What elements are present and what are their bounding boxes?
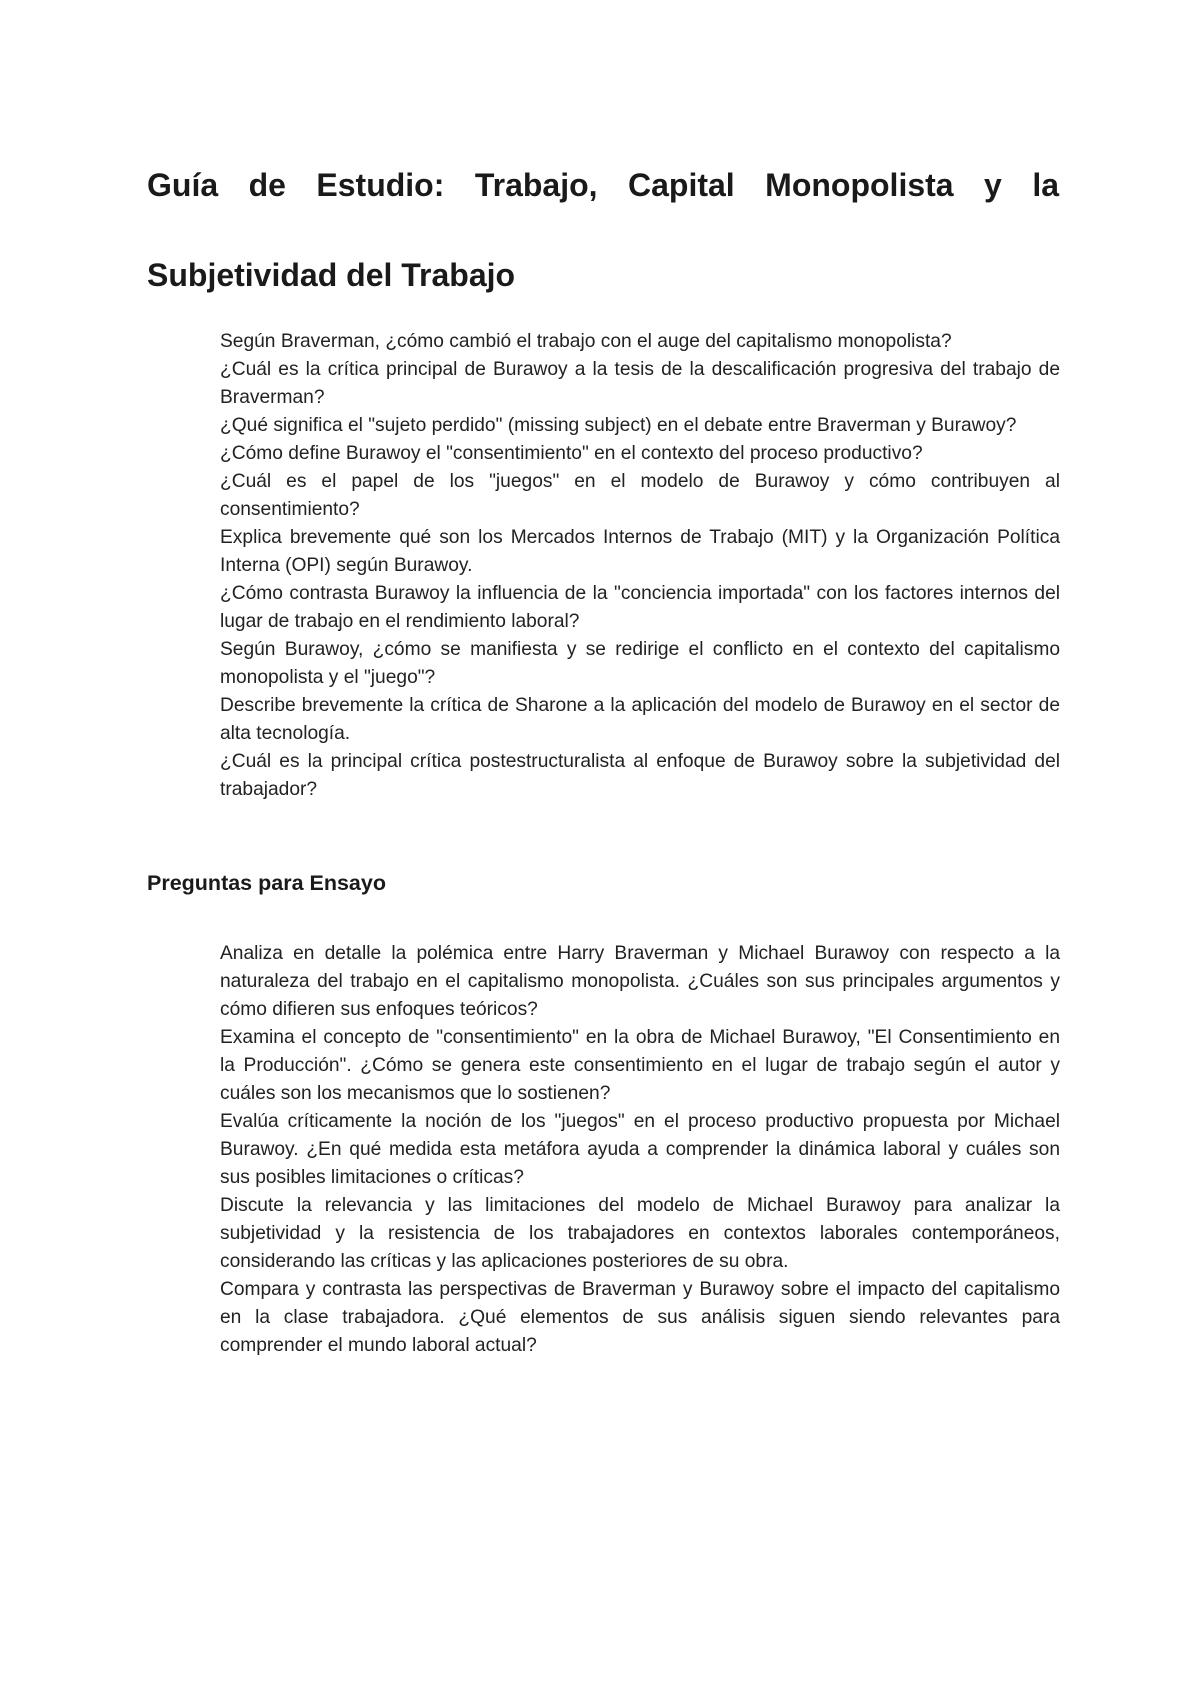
study-question: ¿Cuál es la principal crítica postestructuralista al enfoque de Burawoy sobre la subjetividad del trabajador? xyxy=(220,751,1060,800)
essay-question: Analiza en detalle la polémica entre Harry Braverman y Michael Burawoy con respecto a la naturaleza del trabajo en el capitalismo monopolista. ¿Cuáles son sus principales argumentos y cómo difieren sus enfoques teóricos? xyxy=(220,943,1060,1020)
essay-question: Examina el concepto de "consentimiento" en la obra de Michael Burawoy, "El Consentimiento en la Producción". ¿Cómo se genera este consentimiento en el lugar de trabajo según el autor y cuáles son los mecanismos que lo sostienen? xyxy=(220,1027,1060,1104)
study-question: ¿Cómo contrasta Burawoy la influencia de la "conciencia importada" con los factores internos del lugar de trabajo en el rendimiento laboral? xyxy=(220,583,1060,632)
study-question-list xyxy=(220,328,1060,804)
study-question: Según Burawoy, ¿cómo se manifiesta y se redirige el conflicto en el contexto del capitalismo monopolista y el "juego"? xyxy=(220,639,1060,688)
essay-section-heading: Preguntas para Ensayo xyxy=(147,871,386,895)
study-question: ¿Cuál es el papel de los "juegos" en el modelo de Burawoy y cómo contribuyen al consentimiento? xyxy=(220,471,1060,520)
page-title: Guía de Estudio: Trabajo, Capital Monopolista y la Subjetividad del Trabajo xyxy=(147,167,1059,293)
study-question: ¿Cómo define Burawoy el "consentimiento" en el contexto del proceso productivo? xyxy=(220,443,923,464)
study-question: Según Braverman, ¿cómo cambió el trabajo con el auge del capitalismo monopolista? xyxy=(220,331,952,352)
study-question: Explica brevemente qué son los Mercados Internos de Trabajo (MIT) y la Organización Política Interna (OPI) según Burawoy. xyxy=(220,527,1060,576)
essay-question: Discute la relevancia y las limitaciones del modelo de Michael Burawoy para analizar la subjetividad y la resistencia de los trabajadores en contextos laborales contemporáneos, considerando las críticas y las aplicaciones posteriores de su obra. xyxy=(220,1195,1060,1272)
study-question: Describe brevemente la crítica de Sharone a la aplicación del modelo de Burawoy en el sector de alta tecnología. xyxy=(220,695,1060,744)
essay-question: Compara y contrasta las perspectivas de Braverman y Burawoy sobre el impacto del capitalismo en la clase trabajadora. ¿Qué elementos de sus análisis siguen siendo relevantes para comprender el mundo laboral actual? xyxy=(220,1279,1060,1356)
essay-question: Evalúa críticamente la noción de los "juegos" en el proceso productivo propuesta por Michael Burawoy. ¿En qué medida esta metáfora ayuda a comprender la dinámica laboral y cuáles son sus posibles limitaciones o críticas? xyxy=(220,1111,1060,1188)
study-question: ¿Qué significa el "sujeto perdido" (missing subject) en el debate entre Braverman y Burawoy? xyxy=(220,415,1017,436)
essay-question-list xyxy=(220,940,1060,1360)
study-question: ¿Cuál es la crítica principal de Burawoy a la tesis de la descalificación progresiva del trabajo de Braverman? xyxy=(220,359,1060,408)
